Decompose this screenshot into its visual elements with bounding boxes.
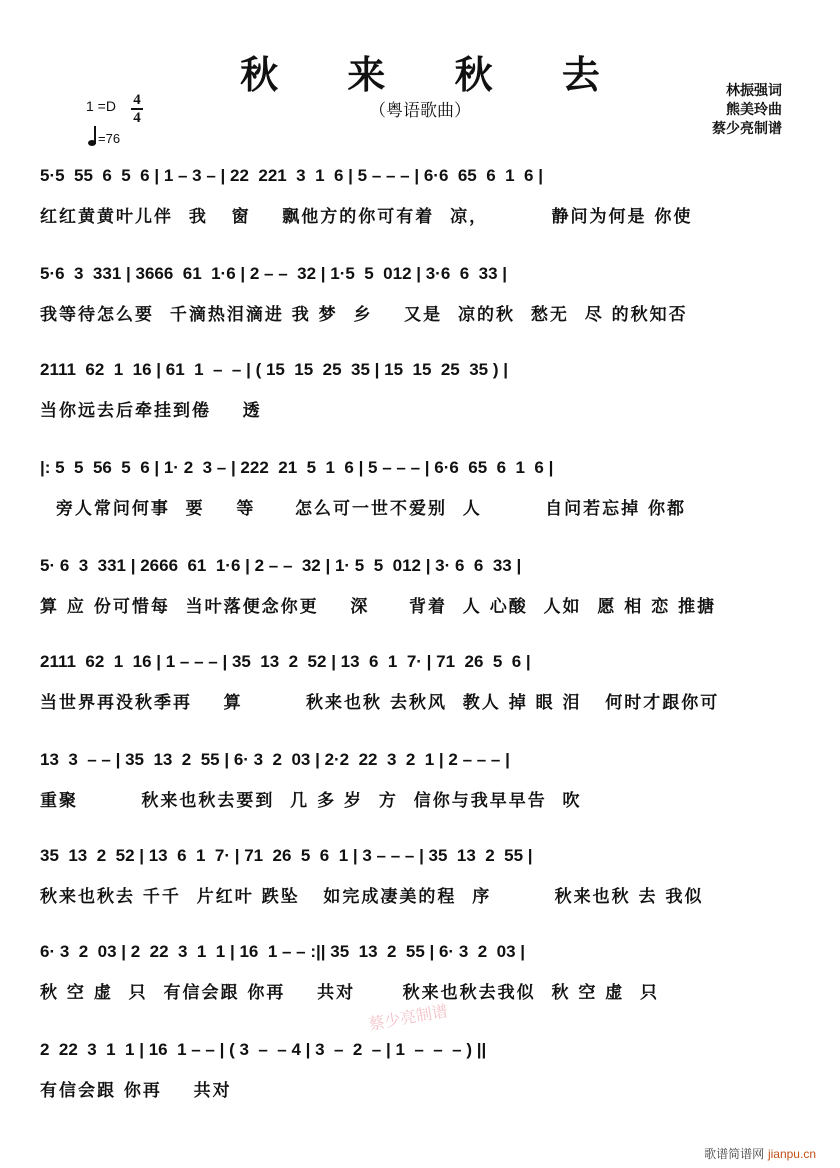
lyrics-line: 红红黄黄叶儿伴 我 窗 飘他方的你可有着 凉， 静问为何是 你使: [40, 207, 693, 227]
footer-label: 歌谱简谱网: [704, 1147, 765, 1161]
credits: [712, 82, 782, 139]
key-signature: 1 =D: [86, 98, 116, 114]
footer-site-link[interactable]: jianpu.cn: [767, 1147, 816, 1161]
lyrics-line: 算 应 份可惜每 当叶落便念你更 深 背着 人 心酸 人如 愿 相 恋 推搪: [40, 597, 717, 617]
song-subtitle: （粤语歌曲）: [369, 101, 471, 121]
time-signature-top: 4: [133, 92, 141, 108]
song-title: 秋 来 秋 去: [240, 53, 628, 97]
tempo-marking: [88, 126, 120, 146]
transcriber-credit: 蔡少亮制谱: [712, 121, 782, 137]
composer-credit: 熊美玲曲: [726, 102, 782, 118]
notation-line: 5· 6 3 331 | 2666 61 1·6 | 2 – – 32 | 1· 5 5 012 | 3· 6 6 33 |: [40, 556, 522, 575]
notation-line: 6· 3 2 03 | 2 22 3 1 1 | 16 1 – – :|| 35 13 2 55 | 6· 3 2 03 |: [40, 942, 526, 961]
lyrics-line: 旁人常问何事 要 等 怎么可一世不爱别 人 自问若忘掉 你都: [40, 499, 687, 519]
notation-line: 5·5 55 6 5 6 | 1 – 3 – | 22 221 3 1 6 | 5 – – – | 6·6 65 6 1 6 |: [40, 166, 543, 185]
notation-line: 2 22 3 1 1 | 16 1 – – | ( 3 – – 4 | 3 – 2 – | 1 – – – ) ||: [40, 1040, 487, 1059]
time-signature-bottom: 4: [133, 110, 141, 126]
lyrics-line: 我等待怎么要 千滴热泪滴进 我 梦 乡 又是 凉的秋 愁无 尽 的秋知否: [40, 305, 688, 325]
site-footer: [704, 1145, 816, 1162]
notation-line: |: 5 5 56 5 6 | 1· 2 3 – | 222 21 5 1 6 | 5 – – – | 6·6 65 6 1 6 |: [40, 458, 554, 477]
watermark: 蔡少亮制谱: [367, 1001, 450, 1034]
time-signature: [131, 93, 143, 125]
tempo-value: =76: [98, 131, 121, 146]
notation-line: 13 3 – – | 35 13 2 55 | 6· 3 2 03 | 2·2 22 3 2 1 | 2 – – – |: [40, 750, 510, 769]
lyricist-credit: 林振强词: [726, 83, 782, 99]
quarter-note-icon: [88, 126, 98, 146]
lyrics-line: 秋来也秋去 千千 片红叶 跌坠 如完成凄美的程 序 秋来也秋 去 我似: [40, 887, 704, 907]
notation-line: 5·6 3 331 | 3666 61 1·6 | 2 – – 32 | 1·5 5 012 | 3·6 6 33 |: [40, 264, 508, 283]
lyrics-line: 秋 空 虚 只 有信会跟 你再 共对 秋来也秋去我似 秋 空 虚 只: [40, 983, 660, 1003]
lyrics-line: 有信会跟 你再 共对: [40, 1081, 232, 1101]
lyrics-line: 当你远去后牵挂到倦 透: [40, 401, 262, 421]
notation-line: 2111 62 1 16 | 1 – – – | 35 13 2 52 | 13 6 1 7· | 71 26 5 6 |: [40, 652, 531, 671]
notation-line: 2111 62 1 16 | 61 1 – – | ( 15 15 25 35 | 15 15 25 35 ) |: [40, 360, 508, 379]
notation-line: 35 13 2 52 | 13 6 1 7· | 71 26 5 6 1 | 3 – – – | 35 13 2 55 |: [40, 846, 533, 865]
lyrics-line: 重聚 秋来也秋去要到 几 多 岁 方 信你与我早早告 吹: [40, 791, 582, 811]
lyrics-line: 当世界再没秋季再 算 秋来也秋 去秋风 教人 掉 眼 泪 何时才跟你可: [40, 693, 720, 713]
